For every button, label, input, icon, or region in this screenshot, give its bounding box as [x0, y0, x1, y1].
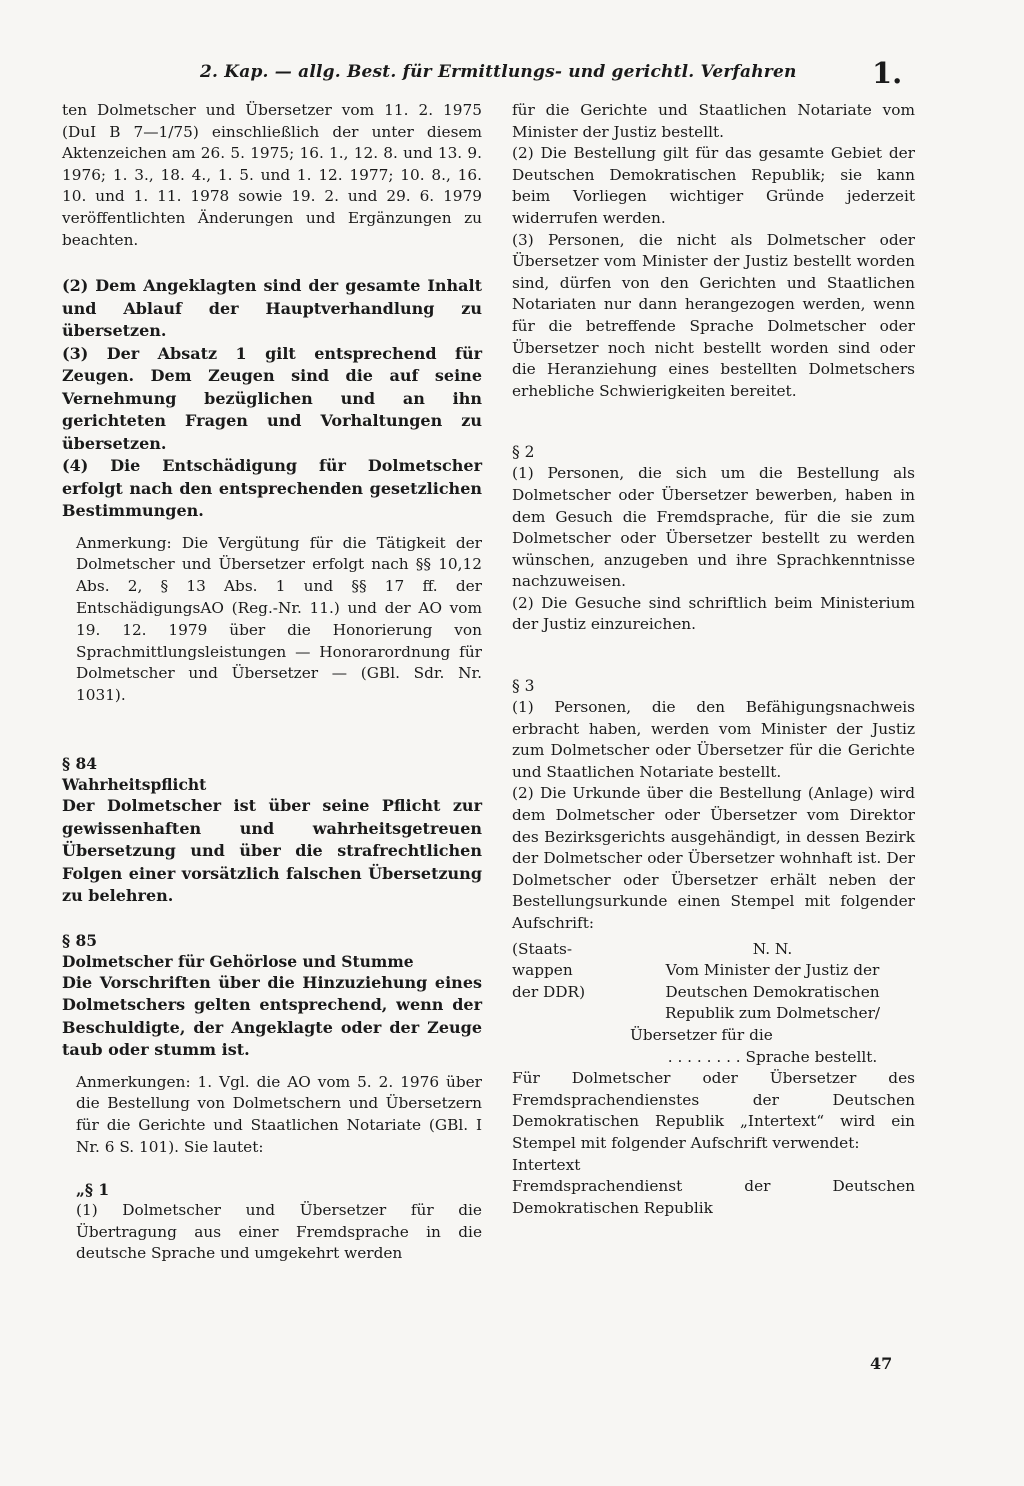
stamp-line: Intertext	[512, 1155, 581, 1174]
page-header	[200, 56, 903, 92]
paragraph: Die Vorschriften über die Hinzuziehung eines Dolmetschers gelten entsprechend, wenn der Beschuldigte, der Angeklagte oder der Zeuge taub oder stumm ist.	[62, 972, 482, 1060]
section-title: Wahrheitspflicht	[62, 775, 207, 795]
quoted-section-number: „§ 1	[76, 1179, 110, 1199]
stamp-inscription: N. N. Vom Minister der Justiz der Deutschen Demokratischen Republik zum Dolmetscher/ Übersetzer für die . . . . . . . . Sprache bestellt.	[630, 939, 881, 1066]
stamp-text	[512, 939, 915, 1069]
stamp-line: Fremdsprachendienst der Deutschen Demokratischen Republik	[512, 1177, 915, 1217]
paragraph: (3) Personen, die nicht als Dolmetscher oder Übersetzer vom Minister der Justiz bestellt worden sind, dürfen von den Gerichten und Staatlichen Notariaten nur dann herangezogen werden, wenn für die betreffende Sprache Dolmetscher oder Übersetzer noch nicht bestellt worden sind oder die Heranziehung eines bestellten Dolmetschers erhebliche Schwierigkeiten bereitet.	[512, 230, 915, 400]
paragraph: (2) Die Bestellung gilt für das gesamte Gebiet der Deutschen Demokratischen Republik; sie kann beim Vorliegen wichtiger Gründe jederzeit widerrufen werden.	[512, 144, 915, 227]
running-title: 2. Kap. — allg. Best. für Ermittlungs- und gerichtl. Verfahren	[200, 62, 797, 82]
annotation: Anmerkung: Die Vergütung für die Tätigkeit der Dolmetscher und Übersetzer erfolgt nach §§ 10,12 Abs. 2, § 13 Abs. 1 und §§ 17 ff. der EntschädigungsAO (Reg.-Nr. 11.) und der AO vom 19. 12. 1979 über die Honorierung von Sprachmittlungsleistungen — Honorarordnung für Dolmetscher und Übersetzer — (GBl. Sdr. Nr. 1031).	[76, 533, 482, 705]
paragraph: (2) Die Gesuche sind schriftlich beim Ministerium der Justiz einzureichen.	[512, 593, 915, 634]
section-title: Dolmetscher für Gehörlose und Stumme	[62, 951, 414, 971]
right-column	[512, 100, 915, 1219]
paragraph: (3) Der Absatz 1 gilt entsprechend für Zeugen. Dem Zeugen sind die auf seine Vernehmung bezüglichen und an ihn gerichteten Fragen und Vorhaltungen zu übersetzen.	[62, 343, 482, 453]
annotation: Anmerkungen: 1. Vgl. die AO vom 5. 2. 1976 über die Bestellung von Dolmetschern und Übersetzern für die Gerichte und Staatlichen Notariate (GBl. I Nr. 6 S. 101). Sie lautet:	[76, 1072, 482, 1156]
paragraph: (4) Die Entschädigung für Dolmetscher erfolgt nach den entsprechenden gesetzlichen Bestimmungen.	[62, 456, 482, 521]
paragraph: (2) Die Urkunde über die Bestellung (Anlage) wird dem Dolmetscher oder Übersetzer vom Direktor des Bezirksgerichts ausgehändigt, in dessen Bezirk der Dolmetscher oder Übersetzer wohnhaft ist. Der Dolmetscher oder Übersetzer erhält neben der Bestellungsurkunde einen Stempel mit folgender Aufschrift:	[512, 784, 915, 932]
section-number: § 84	[62, 754, 98, 774]
paragraph: (2) Dem Angeklagten sind der gesamte Inhalt und Ablauf der Hauptverhandlung zu übersetzen.	[62, 276, 482, 341]
paragraph: Für Dolmetscher oder Übersetzer des Fremdsprachendienstes der Deutschen Demokratischen Republik „Intertext“ wird ein Stempel mit folgender Aufschrift verwendet:	[512, 1069, 915, 1152]
paragraph: für die Gerichte und Staatlichen Notariate vom Minister der Justiz bestellt.	[512, 101, 915, 141]
paragraph: ten Dolmetscher und Übersetzer vom 11. 2. 1975 (DuI B 7—1/75) einschließlich der unter diesem Aktenzeichen am 26. 5. 1975; 16. 1., 12. 8. und 13. 9. 1976; 1. 3., 18. 4., 1. 5. und 1. 12. 1977; 10. 8., 16. 10. und 1. 11. 1978 sowie 19. 2. und 29. 6. 1979 veröffentlichten Änderungen und Ergänzungen zu beachten.	[62, 101, 482, 249]
paragraph: (1) Dolmetscher und Übersetzer für die Übertragung aus einer Fremdsprache in die deutsche Sprache und umgekehrt werden	[76, 1200, 482, 1263]
stamp-emblem-label: (Staats- wappen der DDR)	[512, 939, 586, 1001]
paragraph: Der Dolmetscher ist über seine Pflicht zur gewissenhaften und wahrheitsgetreuen Übersetzung und über die strafrechtlichen Folgen einer vorsätzlich falschen Übersetzung zu belehren.	[62, 796, 482, 906]
section-number: § 3	[512, 677, 535, 696]
chapter-number: 1.	[872, 56, 903, 90]
section-number: § 85	[62, 930, 98, 950]
left-column	[62, 100, 482, 1265]
section-number: § 2	[512, 443, 535, 462]
paragraph: (1) Personen, die den Befähigungsnachweis erbracht haben, werden vom Minister der Justiz zum Dolmetscher oder Übersetzer für die Gerichte und Staatlichen Notariate bestellt.	[512, 698, 915, 781]
page-number: 47	[870, 1354, 893, 1373]
paragraph: (1) Personen, die sich um die Bestellung als Dolmetscher oder Übersetzer bewerben, haben in dem Gesuch die Fremdsprache, für die sie zum Dolmetscher oder Übersetzer bestellt zu werden wünschen, anzugeben und ihre Sprachkenntnisse nachzuweisen.	[512, 464, 915, 591]
